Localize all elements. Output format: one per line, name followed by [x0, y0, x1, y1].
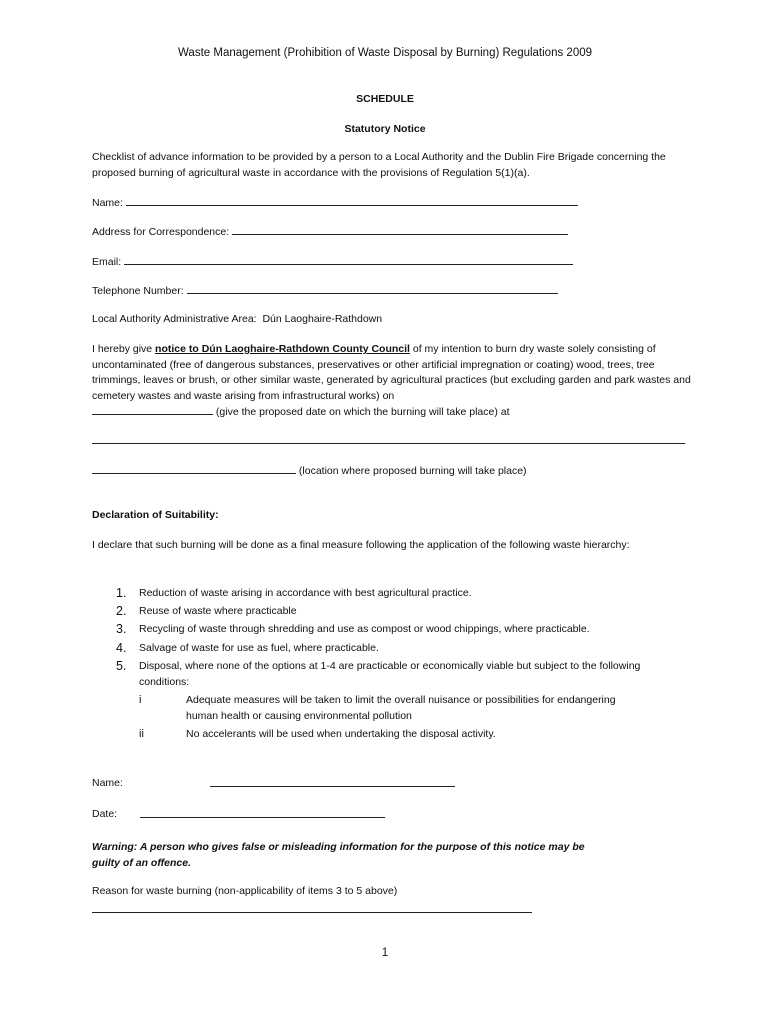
- warning-text: Warning: A person who gives false or misleading information for the purpose of this notice may be guilty of an offence.: [92, 841, 585, 869]
- list-item-text: Recycling of waste through shredding and use as compost or wood chippings, where practicable.: [139, 623, 590, 635]
- document-header: Waste Management (Prohibition of Waste Disposal by Burning) Regulations 2009: [178, 47, 592, 59]
- list-item-number: 2.: [116, 604, 127, 618]
- address-field-row: [92, 224, 568, 241]
- notice-text-after: of my intention to burn dry waste solely consisting of uncontaminated (free of dangerous substances, preservatives or other artificial impregnation or coating) wood, trees, tree trimmings, leaves or brush, or other similar waste, generated by agricultural practices (but excluding garden and park wastes and cemetery wastes and waste arising from infrastructural works) on: [92, 343, 691, 402]
- signature-name-line[interactable]: [210, 786, 455, 787]
- list-item-text: Reuse of waste where practicable: [139, 605, 297, 617]
- declaration-title: Declaration of Suitability:: [92, 509, 219, 521]
- name-input-line[interactable]: [126, 195, 578, 206]
- email-label: Email:: [92, 256, 122, 268]
- condition-number: ii: [139, 728, 144, 740]
- notice-text-before: I hereby give: [92, 343, 156, 355]
- signature-date-label: Date:: [92, 808, 118, 820]
- email-input-line[interactable]: [124, 254, 573, 265]
- council-name: notice to Dún Laoghaire-Rathdown County Council: [155, 343, 410, 355]
- list-item-number: 3.: [116, 622, 127, 636]
- name-label: Name:: [92, 197, 123, 209]
- address-input-line[interactable]: [232, 224, 568, 235]
- area-field-row: [92, 312, 382, 328]
- telephone-input-line[interactable]: [187, 283, 558, 294]
- page-number: 1: [381, 947, 389, 959]
- schedule-heading: SCHEDULE: [356, 93, 414, 105]
- list-item-text: Salvage of waste for use as fuel, where practicable.: [139, 642, 379, 654]
- reason-input-line[interactable]: [92, 912, 532, 913]
- area-value: Dún Laoghaire-Rathdown: [262, 313, 383, 325]
- telephone-field-row: [92, 283, 558, 300]
- address-label: Address for Correspondence:: [92, 226, 230, 238]
- area-label: Local Authority Administrative Area:: [92, 313, 257, 325]
- date-note: (give the proposed date on which the burning will take place) at: [215, 406, 510, 418]
- list-item-text: Disposal, where none of the options at 1-4 are practicable or economically viable but subject to the following conditions:: [139, 660, 641, 688]
- list-item-text: Reduction of waste arising in accordance with best agricultural practice.: [139, 587, 472, 599]
- location-input-line[interactable]: [92, 463, 296, 474]
- location-full-line[interactable]: [92, 443, 685, 444]
- name-field-row: [92, 195, 578, 212]
- telephone-label: Telephone Number:: [92, 285, 184, 297]
- location-row: [92, 463, 527, 480]
- condition-text: Adequate measures will be taken to limit the overall nuisance or possibilities for endangering human health or causing environmental pollution: [186, 694, 616, 722]
- location-note: (location where proposed burning will take place): [298, 465, 527, 477]
- declaration-text: I declare that such burning will be done as a final measure following the application of the following waste hierarchy:: [92, 539, 630, 551]
- notice-paragraph: [92, 342, 692, 421]
- reason-label: Reason for waste burning (non-applicability of items 3 to 5 above): [92, 885, 398, 897]
- list-item-number: 5.: [116, 659, 127, 673]
- statutory-notice-heading: Statutory Notice: [344, 123, 426, 135]
- email-field-row: [92, 254, 573, 271]
- signature-date-line[interactable]: [140, 817, 385, 818]
- condition-number: i: [139, 694, 142, 706]
- proposed-date-line[interactable]: [92, 404, 213, 415]
- intro-paragraph: Checklist of advance information to be provided by a person to a Local Authority and the Dublin Fire Brigade concerning the proposed burning of agricultural waste in accordance with the provisions of Regulation 5(1)(a).: [92, 151, 666, 179]
- signature-date-row: [92, 807, 117, 823]
- signature-name-label: Name:: [92, 777, 123, 789]
- condition-text: No accelerants will be used when undertaking the disposal activity.: [186, 728, 496, 740]
- list-item-number: 1.: [116, 586, 127, 600]
- signature-name-row: [92, 776, 123, 792]
- list-item-number: 4.: [116, 641, 127, 655]
